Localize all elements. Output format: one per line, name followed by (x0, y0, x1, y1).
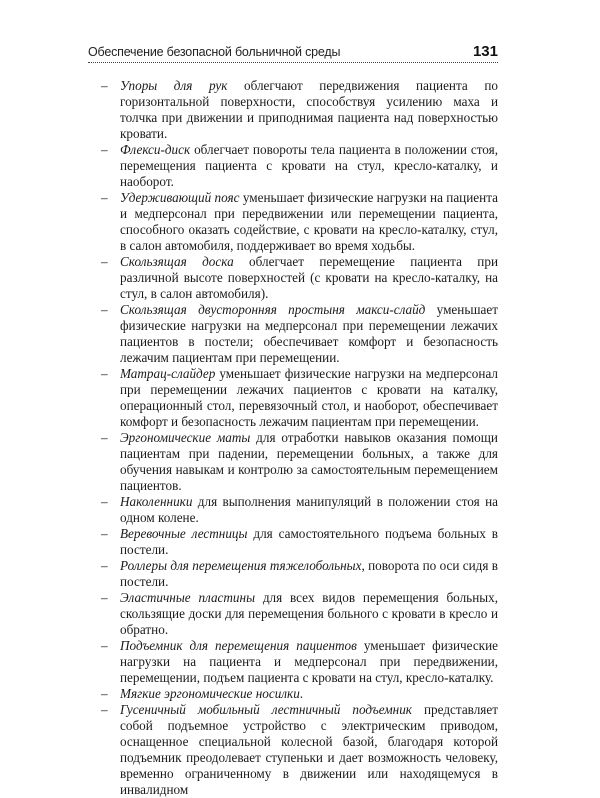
item-description: . (299, 686, 304, 701)
item-term: Скользящая двусторонняя простыня макси-слайд (120, 302, 426, 317)
list-dash: – (101, 142, 108, 157)
list-dash: – (101, 494, 108, 509)
item-description: представляет собой подъемное устройство с электрическим приводом, оснащенное специальной колесной базой, благодаря которой подъемник преодолевает ступеньки и дает возможность человеку, временно ограниченному в движении или находящемуся в инвалидном (120, 702, 498, 797)
item-term: Подъемник для перемещения пациентов (120, 638, 357, 653)
item-term: Мягкие эргономические носилки (120, 686, 300, 701)
item-term: Удерживающий пояс (120, 190, 240, 205)
list-item (88, 590, 498, 638)
item-term: Упоры для рук (120, 78, 228, 93)
item-description: облегчает повороты тела пациента в положении стоя, перемещения пациента с кровати на стул, кресло-каталку, и наоборот. (120, 142, 498, 189)
list-dash: – (101, 190, 108, 205)
list-item (88, 494, 498, 526)
item-description: для выполнения манипуляций в положении стоя на одном колене. (120, 494, 498, 525)
page-number: 131 (472, 43, 498, 60)
list-dash: – (101, 254, 108, 269)
item-term: Веревочные лестницы (120, 526, 248, 541)
list-dash: – (101, 366, 108, 381)
list-item (88, 430, 498, 494)
item-term: Роллеры для перемещения тяжелобольных (120, 558, 362, 573)
list-item (88, 366, 498, 430)
item-description: облегчает перемещение пациента при различной высоте поверхностей (с кровати на кресло-каталку, на стул, в салон автомобиля). (120, 254, 498, 301)
list-dash: – (101, 590, 108, 605)
item-term: Гусеничный мобильный лестничный подъемник (120, 702, 412, 717)
list-item (88, 702, 498, 798)
list-item (88, 302, 498, 366)
item-description: для всех видов перемещения больных, скользящие доски для перемещения больного с кровати в кресло и обратно. (120, 590, 499, 637)
list-dash: – (101, 702, 108, 717)
item-description: для самостоятельного подъема больных в постели. (120, 526, 498, 557)
list-dash: – (101, 302, 108, 317)
equipment-list (88, 78, 498, 798)
item-description: уменьшает физические нагрузки на пациента и медперсонал при передвижении или перемещении пациента, способного оказать содействие, с кровати на кресло-каталку, стул, в салон автомобиля, поддерживает во время ходьбы. (120, 190, 498, 253)
item-term: Флекси-диск (120, 142, 191, 157)
list-item (88, 638, 498, 686)
item-term: Эластичные пластины (120, 590, 256, 605)
item-term: Эргономические маты (120, 430, 251, 445)
list-item (88, 78, 498, 142)
item-description: уменьшает физические нагрузки на пациента и медперсонал при передвижении, перемещении, подъем пациента с кровати на стул, кресло-каталку. (120, 638, 498, 685)
item-description: для отработки навыков оказания помощи пациентам при падении, перемещении больных, а также для обучения навыкам и контролю за самостоятельным перемещением пациентов. (120, 430, 498, 493)
item-term: Наколенники (120, 494, 193, 509)
list-item (88, 686, 498, 702)
list-dash: – (101, 558, 108, 573)
item-term: Матрац-слайдер (120, 366, 216, 381)
list-item (88, 142, 498, 190)
list-item (88, 190, 498, 254)
item-term: Скользящая доска (120, 254, 234, 269)
list-item (88, 558, 498, 590)
running-title: Обеспечение безопасной больничной среды (88, 45, 341, 59)
running-header (88, 40, 498, 63)
list-dash: – (101, 78, 108, 93)
list-item (88, 254, 498, 302)
item-description: , поворота по оси сидя в постели. (120, 558, 499, 589)
list-dash: – (101, 430, 108, 445)
list-item (88, 526, 498, 558)
item-description: уменьшает физические нагрузки на медперсонал при перемещении лежачих пациентов с кровати на каталку, операционный стол, перевязочный стол, и наоборот, обеспечивает комфорт и безопасность лежачим пациентам при перемещении. (120, 366, 498, 429)
list-dash: – (101, 638, 108, 653)
item-description: уменьшает физические нагрузки на медперсонал при перемещении лежачих пациентов в постели; обеспечивает комфорт и безопасность лежачим пациентам при перемещении. (120, 302, 498, 365)
item-description: облегчают передвижения пациента по горизонтальной поверхности, способствуя усилению маха и толчка при движении и приподнимая пациента над поверхностью кровати. (120, 78, 498, 141)
list-dash: – (101, 526, 108, 541)
list-dash: – (101, 686, 108, 701)
